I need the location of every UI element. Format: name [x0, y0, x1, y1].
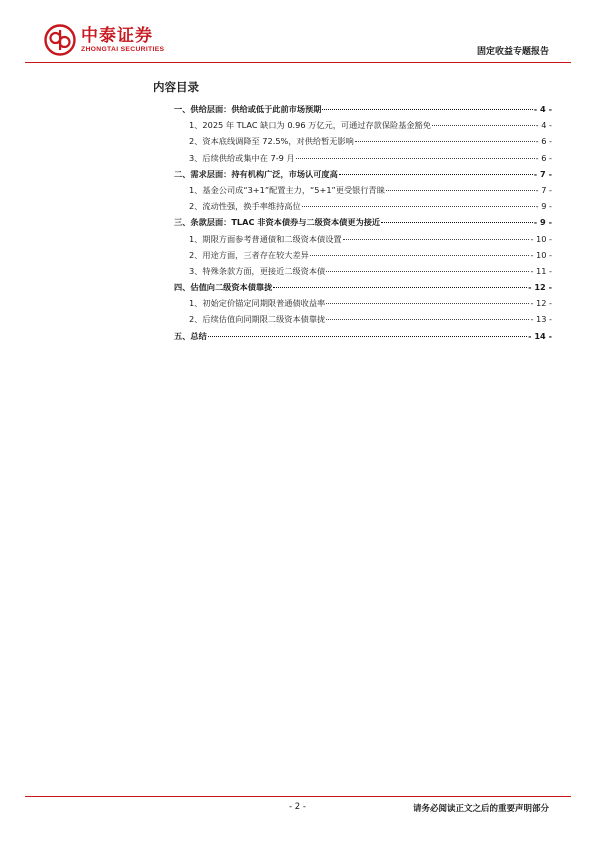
company-logo: [44, 24, 164, 56]
toc-entry-section-2[interactable]: 二、需求层面：持有机构广泛，市场认可度高 - 7 -: [174, 168, 552, 179]
footer-divider: [25, 796, 571, 797]
page-header: [0, 0, 595, 70]
zhongtai-logo-icon: [44, 24, 76, 56]
header-divider: [25, 62, 571, 63]
toc-entry-section-1[interactable]: 一、供给层面：供给或低于此前市场预期 - 4 -: [174, 104, 552, 114]
logo-chinese-name: 中泰证券: [81, 25, 153, 46]
toc-title: 内容目录: [153, 80, 199, 94]
toc-entry-1-2[interactable]: 2、资本底线调降至 72.5%，对供给暂无影响 - 6 -: [189, 136, 552, 147]
table-of-contents: [174, 104, 552, 347]
toc-entry-section-4[interactable]: 四、估值向二级资本债靠拢 - 12 -: [174, 282, 552, 293]
page-number: - 2 -: [289, 802, 306, 812]
footer-disclaimer: 请务必阅读正文之后的重要声明部分: [412, 804, 549, 814]
toc-entry-section-3[interactable]: 三、条款层面：TLAC 非资本债券与二级资本债更为接近 - 9 -: [174, 217, 552, 228]
toc-entry-4-1[interactable]: 1、初始定价锚定同期限普通债收益率 - 12 -: [189, 298, 552, 309]
toc-entry-2-1[interactable]: 1、基金公司成“3+1”配置主力，“5+1”更受银行青睐 - 7 -: [189, 184, 552, 195]
toc-entry-4-2[interactable]: 2、后续估值向同期限二级资本债靠拢 - 13 -: [189, 314, 552, 325]
toc-entry-3-1[interactable]: 1、期限方面参考普通债和二级资本债设置 - 10 -: [189, 233, 552, 244]
toc-entry-1-3[interactable]: 3、后续供给或集中在 7-9 月 - 6 -: [189, 152, 552, 163]
toc-entry-1-1[interactable]: 1、2025 年 TLAC 缺口为 0.96 万亿元，可通过存款保险基金豁免 - 4 -: [189, 120, 552, 131]
toc-entry-2-2[interactable]: 2、流动性强，换手率维持高位 - 9 -: [189, 201, 552, 212]
logo-english-name: ZHONGTAI SECURITIES: [81, 45, 165, 53]
report-type-label: 固定收益专题报告: [476, 47, 549, 57]
toc-entry-section-5[interactable]: 五、总结 - 14 -: [174, 330, 552, 341]
toc-entry-3-2[interactable]: 2、用途方面，三者存在较大差异 - 10 -: [189, 249, 552, 260]
toc-entry-3-3[interactable]: 3、特殊条款方面，更接近二级资本债 - 11 -: [189, 265, 552, 276]
